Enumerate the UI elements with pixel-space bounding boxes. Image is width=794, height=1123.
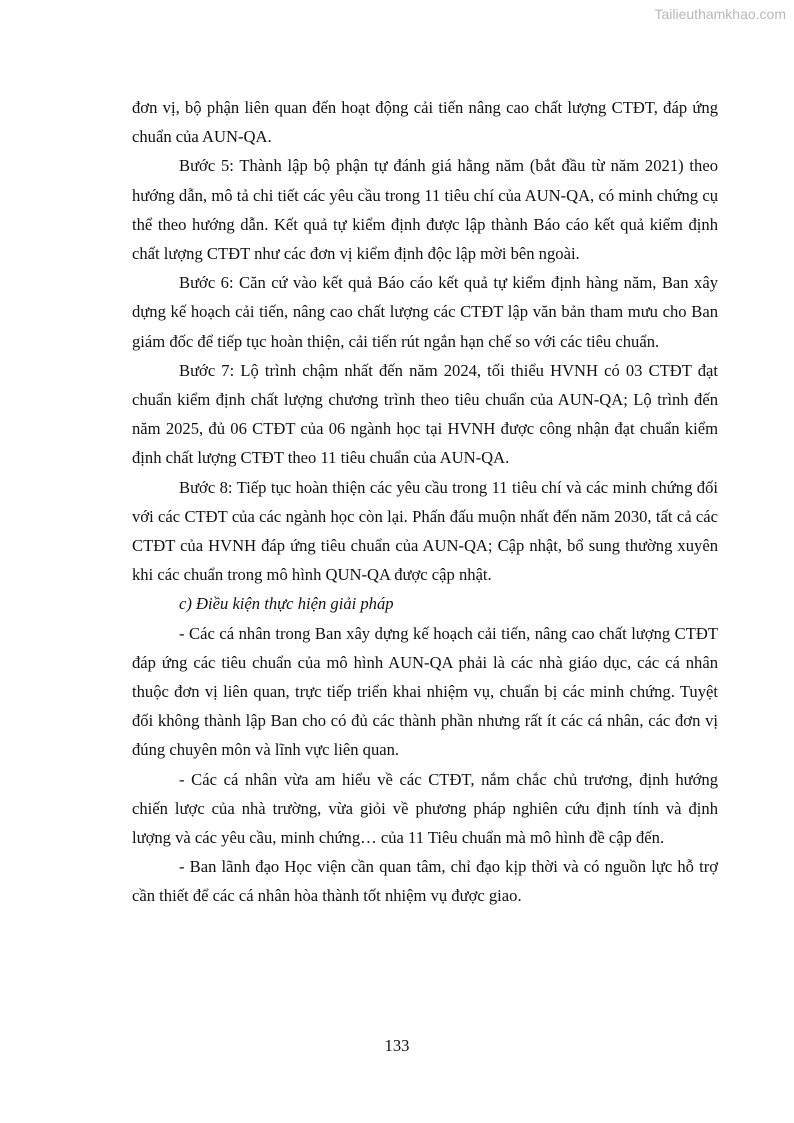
paragraph-step-5: Bước 5: Thành lập bộ phận tự đánh giá hằng năm (bắt đầu từ năm 2021) theo hướng dẫn, mô tả chi tiết các yêu cầu trong 11 tiêu chí của AUN-QA, có minh chứng cụ thể theo hướng dẫn. Kết quả tự kiểm định được lập thành Báo cáo kết quả kiểm định chất lượng CTĐT như các đơn vị kiểm định độc lập mời bên ngoài. (132, 156, 718, 264)
paragraph-step-8: Bước 8: Tiếp tục hoàn thiện các yêu cầu trong 11 tiêu chí và các minh chứng đối với các CTĐT của các ngành học còn lại. Phấn đấu muộn nhất đến năm 2030, tất cả các CTĐT của HVNH đáp ứng tiêu chuẩn của AUN-QA; Cập nhật, bổ sung thường xuyên khi các chuẩn trong mô hình QUN-QA được cập nhật. (132, 477, 718, 585)
condition-item-2: - Các cá nhân vừa am hiểu về các CTĐT, nắm chắc chủ trương, định hướng chiến lược của nhà trường, vừa giỏi về phương pháp nghiên cứu định tính và định lượng và các yêu cầu, minh chứng… của 11 Tiêu chuẩn mà mô hình đề cập đến. (132, 769, 718, 848)
document-body (132, 93, 718, 911)
page-number: 133 (384, 1036, 410, 1055)
paragraph-step-6: Bước 6: Căn cứ vào kết quả Báo cáo kết quả tự kiểm định hàng năm, Ban xây dựng kế hoạch cải tiến, nâng cao chất lượng các CTĐT lập văn bản tham mưu cho Ban giám đốc để tiếp tục hoàn thiện, cải tiến rút ngắn hạn chế so với các tiêu chuẩn. (132, 273, 718, 351)
paragraph-step-7: Bước 7: Lộ trình chậm nhất đến năm 2024, tối thiểu HVNH có 03 CTĐT đạt chuẩn kiểm định chất lượng chương trình theo tiêu chuẩn của AUN-QA; Lộ trình đến năm 2025, đủ 06 CTĐT của 06 ngành học tại HVNH được công nhận đạt chuẩn kiểm định chất lượng CTĐT theo 11 tiêu chuẩn của AUN-QA. (132, 360, 718, 468)
condition-item-1: - Các cá nhân trong Ban xây dựng kế hoạch cải tiến, nâng cao chất lượng CTĐT đáp ứng các tiêu chuẩn của mô hình AUN-QA phải là các nhà giáo dục, các cá nhân thuộc đơn vị liên quan, trực tiếp triển khai nhiệm vụ, chuẩn bị các minh chứng. Tuyệt đối không thành lập Ban cho có đủ các thành phần nhưng rất ít các cá nhân, các đơn vị đúng chuyên môn và lĩnh vực liên quan. (132, 623, 718, 760)
watermark-text: Tailieuthamkhao.com (654, 6, 786, 22)
condition-item-3: - Ban lãnh đạo Học viện cần quan tâm, chỉ đạo kịp thời và có nguồn lực hỗ trợ cần thiết để các cá nhân hòa thành tốt nhiệm vụ được giao. (132, 857, 718, 906)
paragraph-continuation: đơn vị, bộ phận liên quan đến hoạt động cải tiến nâng cao chất lượng CTĐT, đáp ứng chuẩn của AUN-QA. (132, 98, 718, 147)
section-heading: c) Điều kiện thực hiện giải pháp (179, 594, 394, 614)
